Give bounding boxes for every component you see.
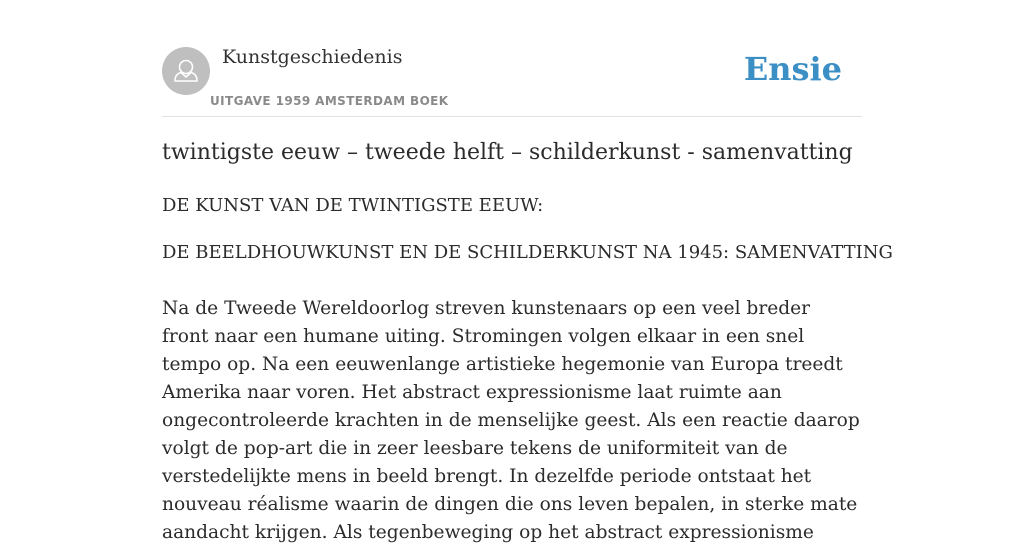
avatar[interactable] (162, 47, 210, 95)
article-subheading: DE KUNST VAN DE TWINTIGSTE EEUW: (162, 195, 544, 216)
article-body: Na de Tweede Wereldoorlog streven kunstenaars op een veel breder front naar een humane uiting. Stromingen volgen elkaar in een snel tempo op. Na een eeuwenlange artistieke hegemonie van Europa treedt Amerika naar voren. Het abstract expressionisme laat ruimte aan ongecontroleerde krachten in de menselijke geest. Als een reactie daarop volgt de pop-art die in zeer leesbare tekens de uniformiteit van de verstedelijkte mens in beeld brengt. In dezelfde periode ontstaat het nouveau réalisme waarin de dingen die ons leven bepalen, in sterke mate aandacht krijgen. Als tegenbeweging op het abstract expressionisme (162, 298, 860, 543)
category-link[interactable]: Kunstgeschiedenis (222, 46, 403, 68)
user-icon (162, 47, 210, 95)
page-container (162, 0, 893, 543)
source-label: UITGAVE 1959 AMSTERDAM BOEK (210, 94, 449, 108)
header (162, 0, 862, 117)
article-subheading-secondary: DE BEELDHOUWKUNST EN DE SCHILDERKUNST NA 1945: SAMENVATTING (162, 242, 893, 263)
article-title: twintigste eeuw – tweede helft – schilderkunst - samenvatting (162, 140, 853, 165)
brand-logo[interactable]: Ensie (743, 50, 842, 88)
